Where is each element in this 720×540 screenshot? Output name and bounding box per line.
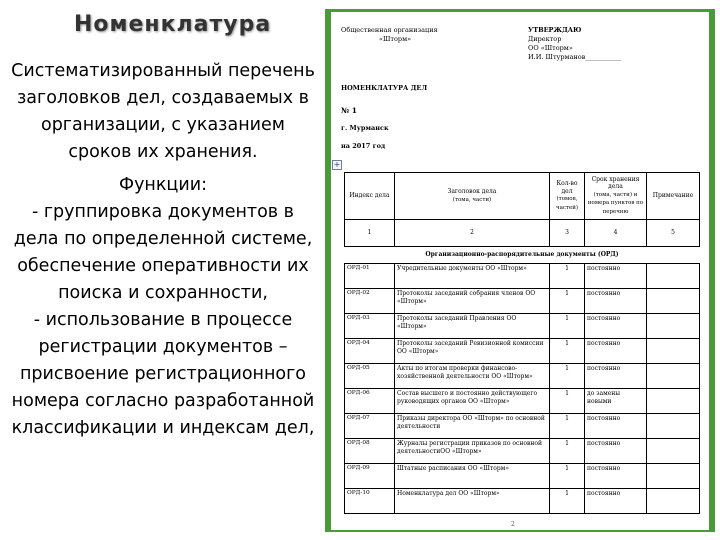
row-count: 1 — [550, 439, 585, 464]
row-term: постоянно — [585, 414, 647, 439]
document-year: на 2017 год — [341, 142, 386, 150]
row-title: Протоколы заседаний собрания членов ОО «Шторм» — [395, 289, 550, 314]
function-item-1: - группировка документов в дела по определенной системе, обеспечение оперативности их поиска и сохранности, — [13, 202, 313, 303]
row-term: постоянно — [585, 339, 647, 364]
table-row — [345, 314, 700, 339]
column-number: 1 — [345, 220, 395, 247]
row-index: ОРД-03 — [345, 314, 395, 339]
row-index: ОРД-02 — [345, 289, 395, 314]
row-index: ОРД-06 — [345, 389, 395, 414]
row-index: ОРД-05 — [345, 364, 395, 389]
slide-title: Номенклатура — [74, 12, 272, 37]
table-row — [345, 489, 700, 514]
row-title: Состав высшего и постоянно действующего руководящих органов ОО «Шторм» — [395, 389, 550, 414]
row-index: ОРД-09 — [345, 464, 395, 489]
table-header-row — [345, 173, 700, 220]
director-organization: ОО «Шторм» — [528, 44, 573, 52]
definition-text: Систематизированный перечень заголовков дел, создаваемых в организации, с указанием сроков их хранения. — [11, 61, 315, 162]
row-note — [647, 389, 700, 414]
row-note — [647, 364, 700, 389]
organization-header — [341, 26, 491, 44]
row-count: 1 — [550, 464, 585, 489]
functions-heading: Функции: — [119, 175, 207, 195]
table-row — [345, 264, 700, 289]
director-name: И.И. Штурманов___________ — [528, 53, 622, 61]
row-count: 1 — [550, 414, 585, 439]
column-numbers-row — [345, 220, 700, 247]
function-item-2: - использование в процессе регистрации документов – присвоение регистрационного номера согласно разработанной классификации и индексам дел, — [11, 310, 315, 438]
row-note — [647, 414, 700, 439]
row-count: 1 — [550, 489, 585, 514]
table-row — [345, 389, 700, 414]
table-row — [345, 464, 700, 489]
slide-body — [8, 58, 318, 442]
row-index: ОРД-10 — [345, 489, 395, 514]
column-number: 3 — [550, 220, 585, 247]
column-header: Кол-во дел (томов, частей) — [550, 173, 585, 220]
row-term: до замены новыми — [585, 389, 647, 414]
document-number: № 1 — [341, 106, 357, 115]
row-title: Журналы регистрации приказов по основной деятельностиОО «Шторм» — [395, 439, 550, 464]
row-title: Протоколы заседаний Ревизионной комиссии ОО «Шторм» — [395, 339, 550, 364]
row-title: Номенклатура дел ОО «Шторм» — [395, 489, 550, 514]
column-number: 4 — [585, 220, 647, 247]
row-count: 1 — [550, 264, 585, 289]
row-count: 1 — [550, 314, 585, 339]
row-note — [647, 339, 700, 364]
row-term: постоянно — [585, 314, 647, 339]
row-title: Акты по итогам проверки финансово-хозяйственной деятельности ОО «Шторм» — [395, 364, 550, 389]
row-note — [647, 289, 700, 314]
row-term: постоянно — [585, 464, 647, 489]
row-term: постоянно — [585, 489, 647, 514]
director-title: Директор — [528, 35, 562, 43]
column-number: 5 — [647, 220, 700, 247]
organization-short-name: «Шторм» — [379, 35, 412, 43]
column-header: Заголовок дела (тома, части) — [395, 173, 550, 220]
row-note — [647, 314, 700, 339]
table-move-handle-icon[interactable]: + — [333, 160, 341, 169]
nomenclature-document — [331, 12, 709, 530]
section-title: Организационно-распорядительные документы (ОРД) — [345, 247, 700, 264]
row-note — [647, 439, 700, 464]
row-index: ОРД-04 — [345, 339, 395, 364]
nomenclature-table — [344, 172, 700, 514]
approval-block — [528, 26, 678, 62]
row-count: 1 — [550, 389, 585, 414]
row-term: постоянно — [585, 264, 647, 289]
row-title: Приказы директора ОО «Шторм» по основной деятельности — [395, 414, 550, 439]
row-count: 1 — [550, 339, 585, 364]
page-number: 2 — [511, 521, 515, 528]
row-note — [647, 489, 700, 514]
table-row — [345, 414, 700, 439]
approval-heading: УТВЕРЖДАЮ — [528, 26, 582, 34]
row-index: ОРД-07 — [345, 414, 395, 439]
row-term: постоянно — [585, 364, 647, 389]
table-row — [345, 439, 700, 464]
row-term: постоянно — [585, 289, 647, 314]
row-index: ОРД-08 — [345, 439, 395, 464]
table-row — [345, 289, 700, 314]
row-term: постоянно — [585, 439, 647, 464]
column-header: Примечание — [647, 173, 700, 220]
row-count: 1 — [550, 364, 585, 389]
row-note — [647, 264, 700, 289]
row-title: Протоколы заседаний Правления ОО «Шторм» — [395, 314, 550, 339]
row-title: Штатные расписания ОО «Шторм» — [395, 464, 550, 489]
column-header: Срок хранения дела (тома, части) и номера пунктов по перечню — [585, 173, 647, 220]
table-row — [345, 339, 700, 364]
document-title: НОМЕНКЛАТУРА ДЕЛ — [341, 84, 428, 92]
document-city: г. Мурманск — [341, 124, 389, 132]
table-row — [345, 364, 700, 389]
organization-name: Общественная организация — [341, 26, 438, 34]
column-header: Индекс дела — [345, 173, 395, 220]
slide-text-panel — [0, 0, 325, 540]
row-note — [647, 464, 700, 489]
row-index: ОРД-01 — [345, 264, 395, 289]
row-title: Учредительные документы ОО «Шторм» — [395, 264, 550, 289]
column-number: 2 — [395, 220, 550, 247]
row-count: 1 — [550, 289, 585, 314]
section-row — [345, 247, 700, 264]
